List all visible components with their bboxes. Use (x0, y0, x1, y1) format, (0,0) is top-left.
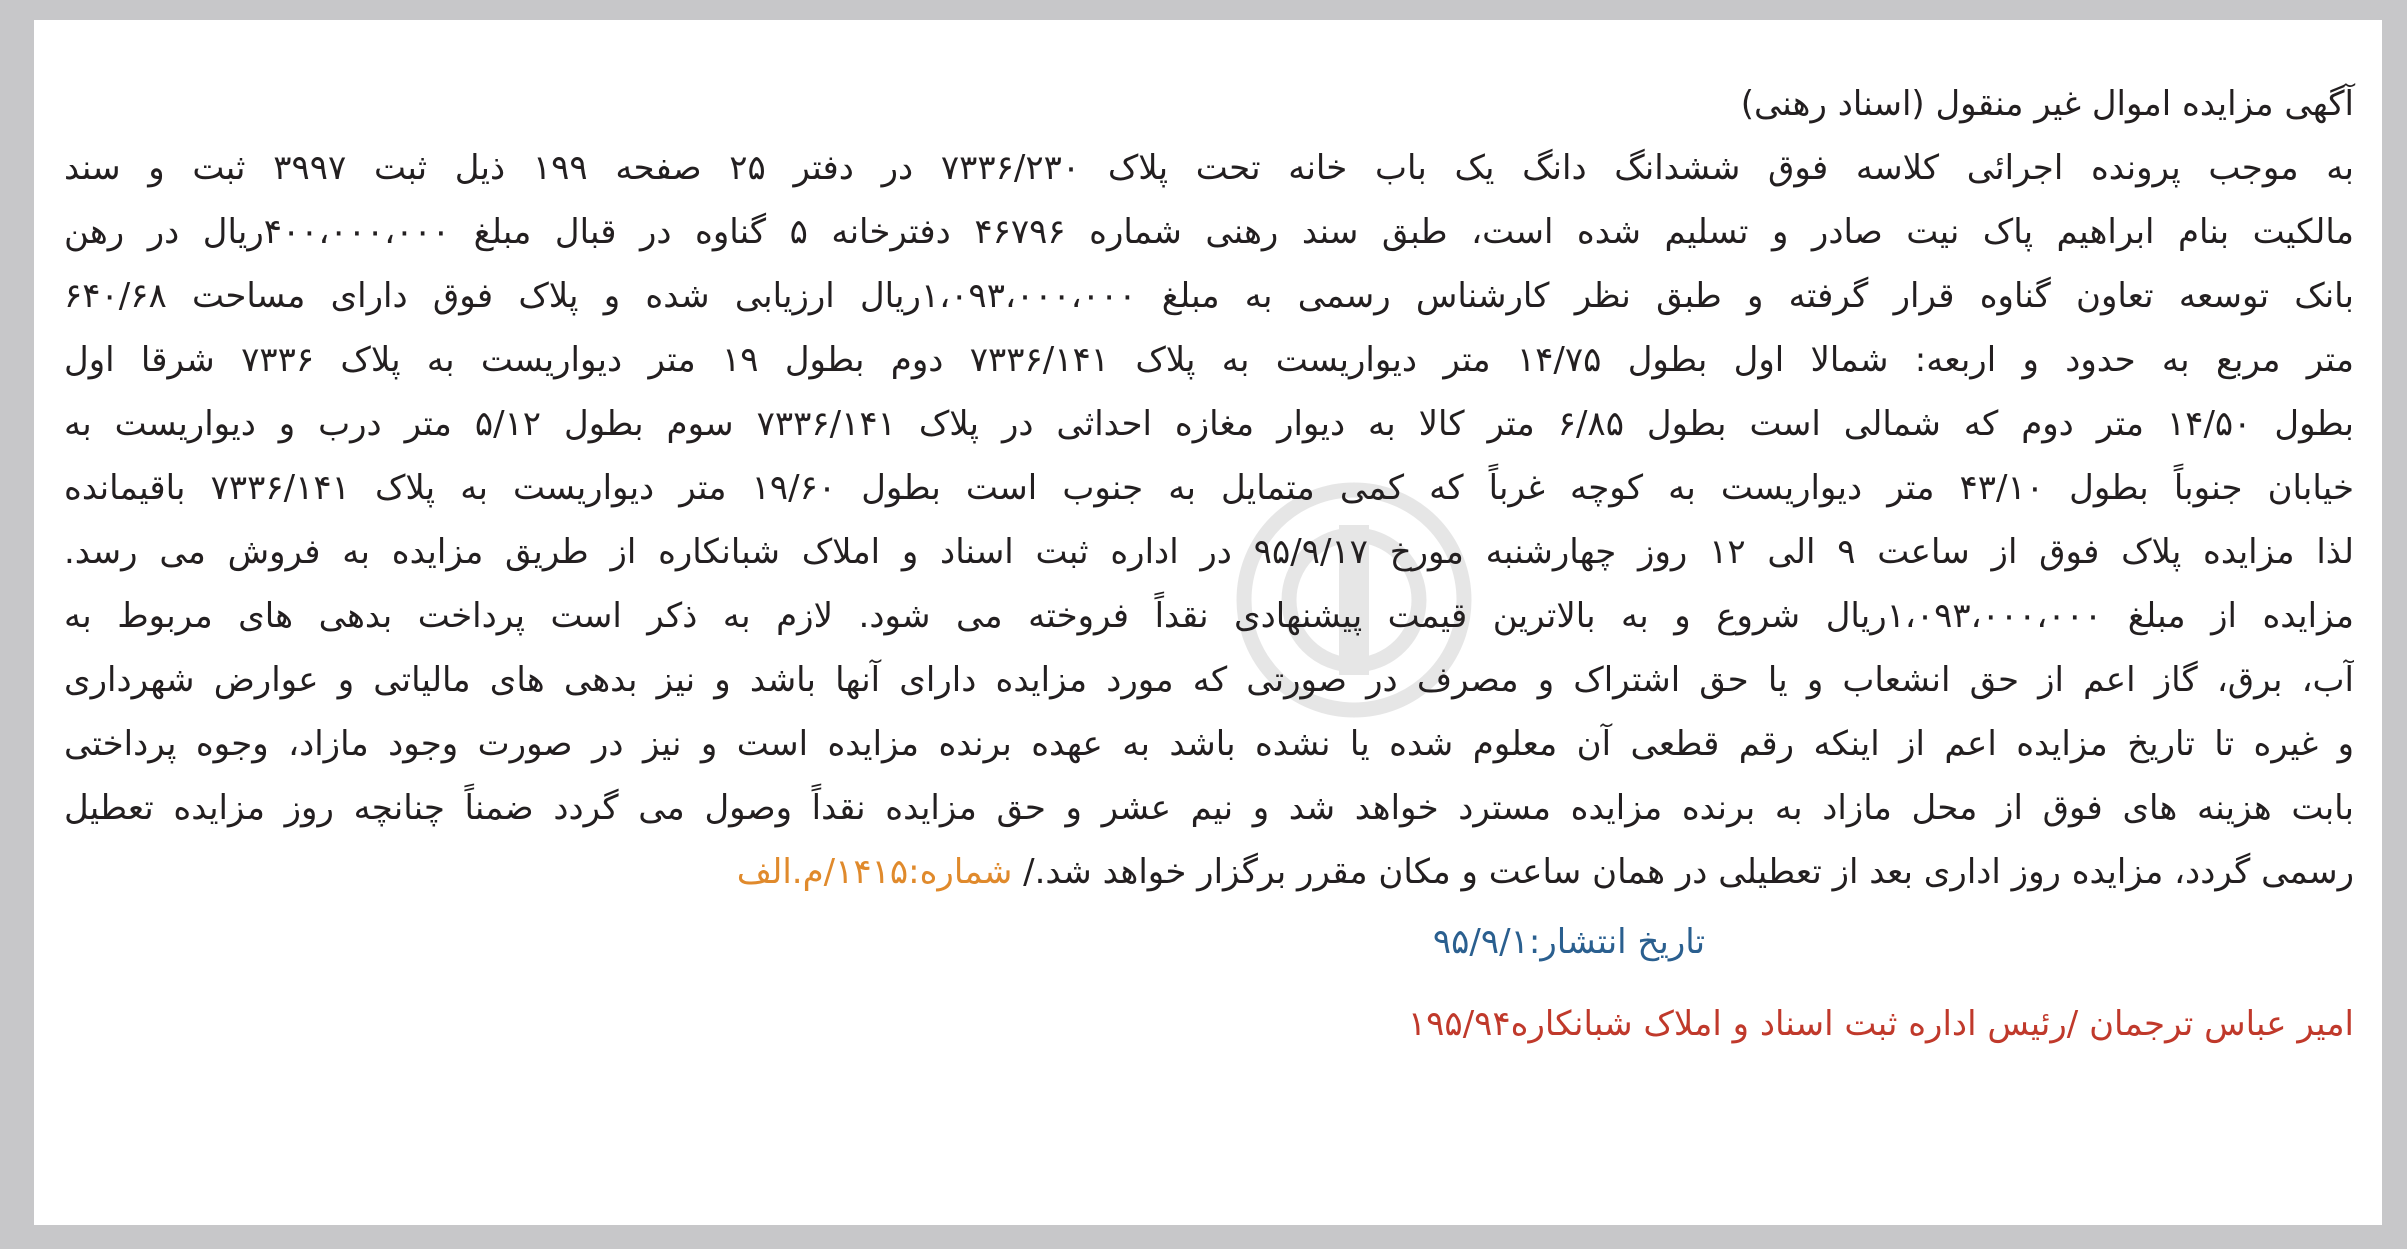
notice-line: لذا مزایده پلاک فوق از ساعت ۹ الی ۱۲ روز چهارشنبه مورخ ۹۵/۹/۱۷ در اداره ثبت اسناد و املاک شبانکاره از طریق مزایده به فروش می رسد. (64, 532, 2354, 572)
notice-line: مالکیت بنام ابراهیم پاک نیت صادر و تسلیم شده است، طبق سند رهنی شماره ۴۶۷۹۶ دفترخانه ۵ گناوه در قبال مبلغ ۴۰۰،۰۰۰،۰۰۰ریال در رهن (64, 212, 2354, 252)
notice-line: بطول ۱۴/۵۰ متر دوم که شمالی است بطول ۶/۸۵ متر کالا به دیوار مغازه احداثی در پلاک ۷۳۳۶/۱۴۱ سوم بطول ۵/۱۲ متر درب و دیواریست به (64, 404, 2354, 444)
notice-last-line-text: رسمی گردد، مزایده روز اداری بعد از تعطیلی در همان ساعت و مکان مقرر برگزار خواهد شد./ (1012, 852, 2354, 892)
notice-last-line (64, 840, 2354, 904)
notice-line: و غیره تا تاریخ مزایده اعم از اینکه رقم قطعی آن معلوم شده یا نشده باشد به عهده برنده مزایده است و نیز در صورت وجود مازاد، وجوه پرداختی (64, 724, 2354, 764)
reference-number: شماره:۱۴۱۵/م.الف (736, 852, 1013, 892)
notice-card (34, 20, 2382, 1225)
notice-line: به موجب پرونده اجرائی کلاسه فوق ششدانگ دانگ یک باب خانه تحت پلاک ۷۳۳۶/۲۳۰ در دفتر ۲۵ صفحه ۱۹۹ ذیل ثبت ۳۹۹۷ ثبت و سند (64, 148, 2354, 188)
notice-line: آب، برق، گاز اعم از حق انشعاب و یا حق اشتراک و مصرف در صورتی که مورد مزایده دارای آنها باشد و نیز بدهی های مالیاتی و عوارض شهرداری (64, 660, 2354, 700)
notice-line: مزایده از مبلغ ۱،۰۹۳،۰۰۰،۰۰۰ریال شروع و به بالاترین قیمت پیشنهادی نقداً فروخته می شود. لازم به ذکر است پرداخت بدهی های مربوط به (64, 596, 2354, 636)
notice-line: بابت هزینه های فوق از محل مازاد به برنده مزایده مسترد خواهد شد و نیم عشر و حق مزایده نقداً وصول می گردد ضمناً چنانچه روز مزایده تعطیل (64, 788, 2354, 828)
notice-line: بانک توسعه تعاون گناوه قرار گرفته و طبق نظر کارشناس رسمی به مبلغ ۱،۰۹۳،۰۰۰،۰۰۰ریال ارزیابی شده و پلاک فوق دارای مساحت ۶۴۰/۶۸ (64, 276, 2354, 316)
notice-line: متر مربع به حدود و اربعه: شمالا اول بطول ۱۴/۷۵ متر دیواریست به پلاک ۷۳۳۶/۱۴۱ دوم بطول ۱۹ متر دیواریست به پلاک ۷۳۳۶ شرقا اول (64, 340, 2354, 380)
notice-body (64, 72, 2354, 1056)
signature: امیر عباس ترجمان /رئیس اداره ثبت اسناد و املاک شبانکاره۱۹۵/۹۴ (1407, 1004, 2354, 1044)
notice-line: خیابان جنوباً بطول ۴۳/۱۰ متر دیواریست به کوچه غرباً که کمی متمایل به جنوب است بطول ۱۹/۶۰ متر دیواریست به پلاک ۷۳۳۶/۱۴۱ باقیمانده (64, 468, 2354, 508)
notice-title: آگهی مزایده اموال غیر منقول (اسناد رهنی) (1740, 84, 2354, 124)
publish-date: تاریخ انتشار:۹۵/۹/۱ (1432, 922, 1706, 962)
